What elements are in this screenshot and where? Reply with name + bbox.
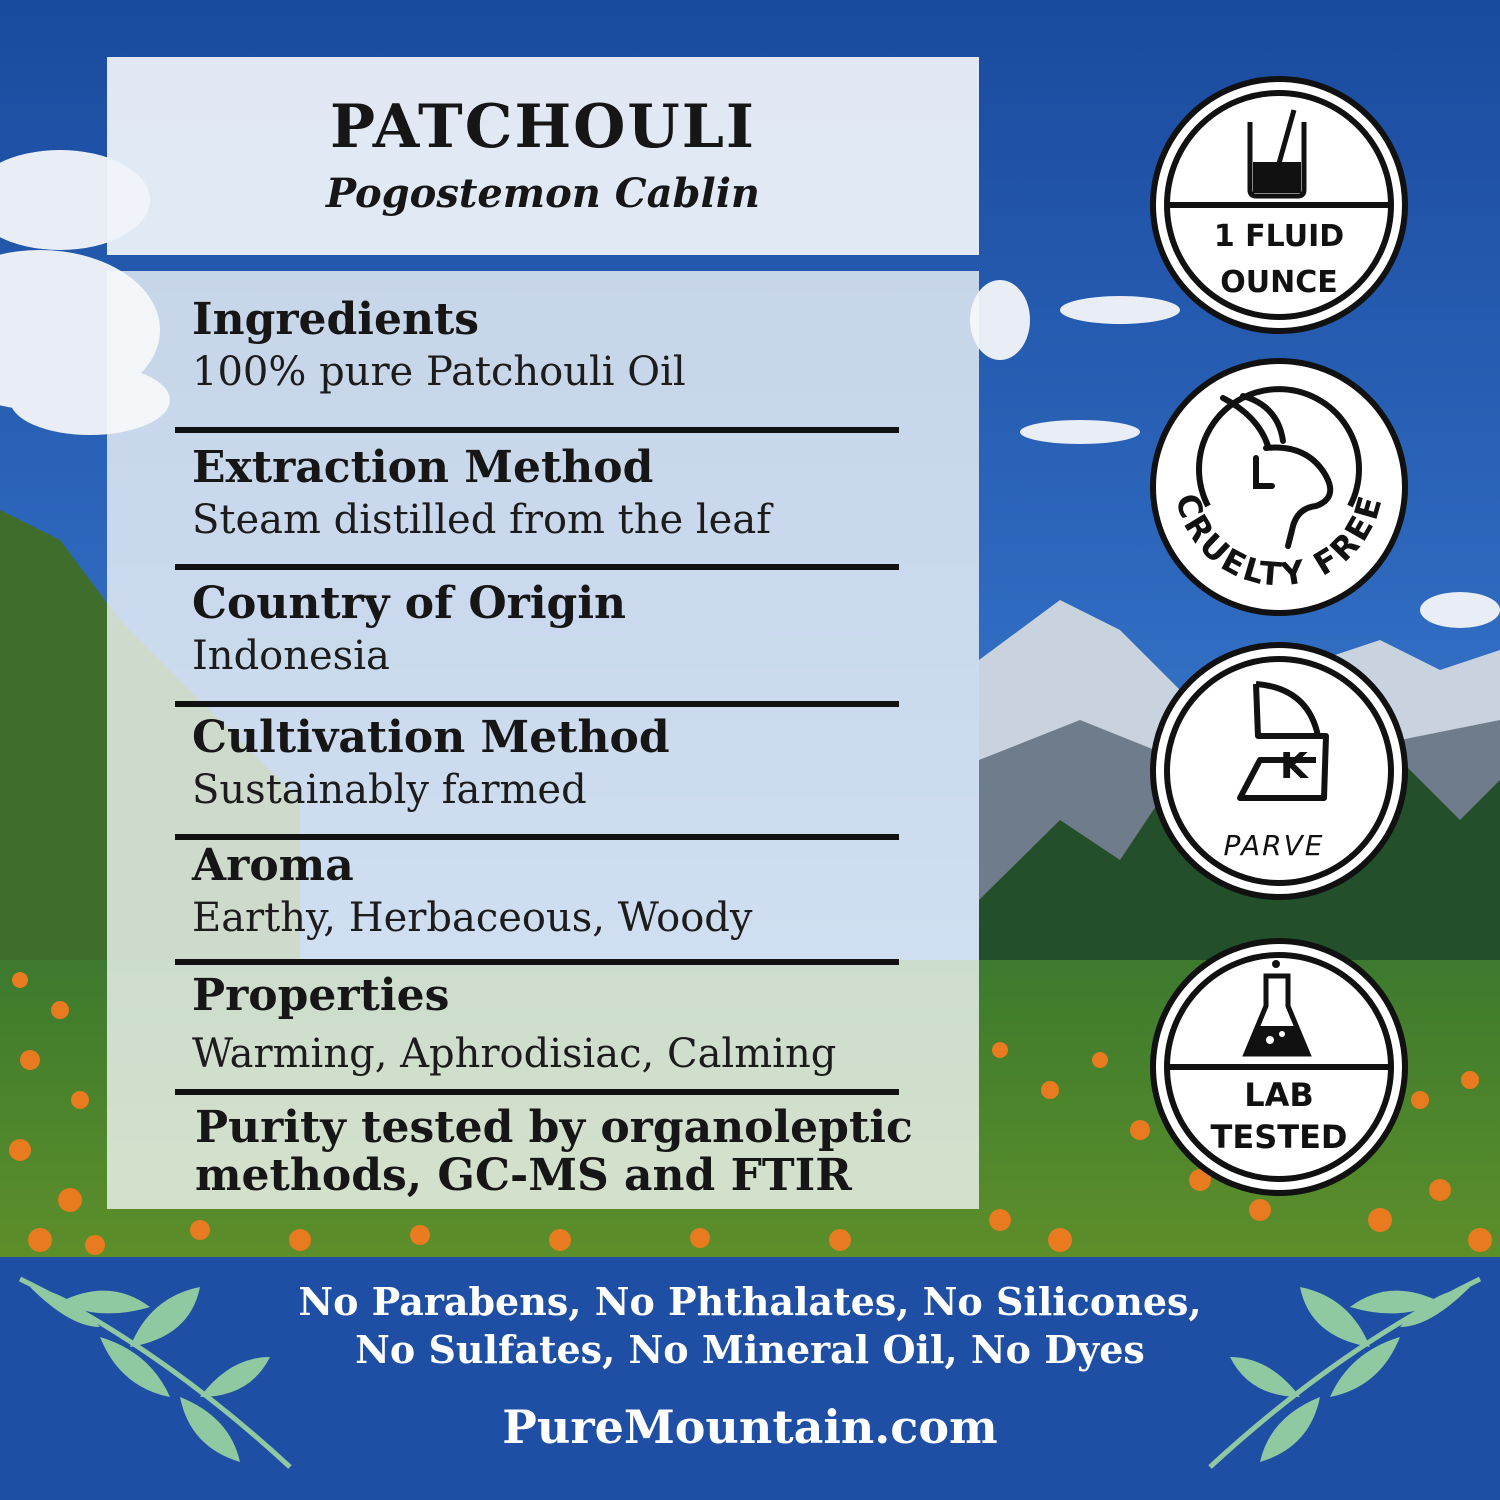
fluid-ounce-badge bbox=[1148, 74, 1410, 336]
free-from-line-1: No Parabens, No Phthalates, No Silicones, bbox=[298, 1279, 1202, 1324]
detail-row-ingredients bbox=[192, 295, 686, 398]
lab-tested-badge bbox=[1148, 936, 1410, 1198]
footer-banner bbox=[0, 1257, 1500, 1500]
detail-label: Properties bbox=[192, 970, 450, 1021]
kosher-letter: K bbox=[1280, 746, 1308, 787]
detail-value: Indonesia bbox=[192, 632, 390, 679]
fluid-ounce-line-1: 1 FLUID bbox=[1213, 219, 1345, 254]
detail-value: Warming, Aphrodisiac, Calming bbox=[192, 1030, 837, 1077]
lab-tested-line-2: TESTED bbox=[1210, 1118, 1348, 1156]
detail-row-properties bbox=[192, 971, 836, 1080]
detail-label: Aroma bbox=[192, 840, 354, 891]
divider bbox=[175, 427, 899, 433]
cruelty-free-badge bbox=[1148, 356, 1410, 618]
lab-tested-line-1: LAB bbox=[1244, 1076, 1314, 1114]
divider bbox=[175, 701, 899, 707]
free-from-line-2: No Sulfates, No Mineral Oil, No Dyes bbox=[355, 1327, 1145, 1372]
detail-label: Country of Origin bbox=[192, 578, 627, 629]
kosher-parve-badge bbox=[1148, 640, 1410, 902]
detail-label: Cultivation Method bbox=[192, 712, 670, 763]
website-url: PureMountain.com bbox=[502, 1400, 998, 1454]
divider bbox=[175, 1089, 899, 1095]
detail-row-aroma bbox=[192, 841, 753, 944]
detail-value: Sustainably farmed bbox=[192, 766, 587, 813]
botanical-name: Pogostemon Cablin bbox=[326, 170, 760, 217]
purity-line-2: methods, GC-MS and FTIR bbox=[195, 1150, 852, 1202]
detail-value: Steam distilled from the leaf bbox=[192, 496, 772, 543]
detail-value: 100% pure Patchouli Oil bbox=[192, 348, 686, 395]
product-details-panel bbox=[107, 271, 979, 1209]
purity-line-1: Purity tested by organoleptic bbox=[195, 1102, 913, 1153]
divider bbox=[175, 564, 899, 570]
detail-row-cultivation-method bbox=[192, 713, 670, 816]
fluid-ounce-line-2: OUNCE bbox=[1220, 265, 1338, 300]
detail-row-country-of-origin bbox=[192, 579, 626, 682]
detail-label: Extraction Method bbox=[192, 442, 654, 493]
divider bbox=[175, 959, 899, 965]
purity-statement bbox=[195, 1104, 913, 1201]
title-panel bbox=[107, 57, 979, 255]
detail-label: Ingredients bbox=[192, 294, 480, 345]
product-title: PATCHOULI bbox=[330, 92, 756, 162]
detail-value: Earthy, Herbaceous, Woody bbox=[192, 894, 753, 941]
cruelty-free-arc-text: CRUELTY FREE bbox=[1167, 489, 1391, 594]
parve-text: PARVE bbox=[1223, 829, 1325, 862]
detail-row-extraction-method bbox=[192, 443, 771, 546]
